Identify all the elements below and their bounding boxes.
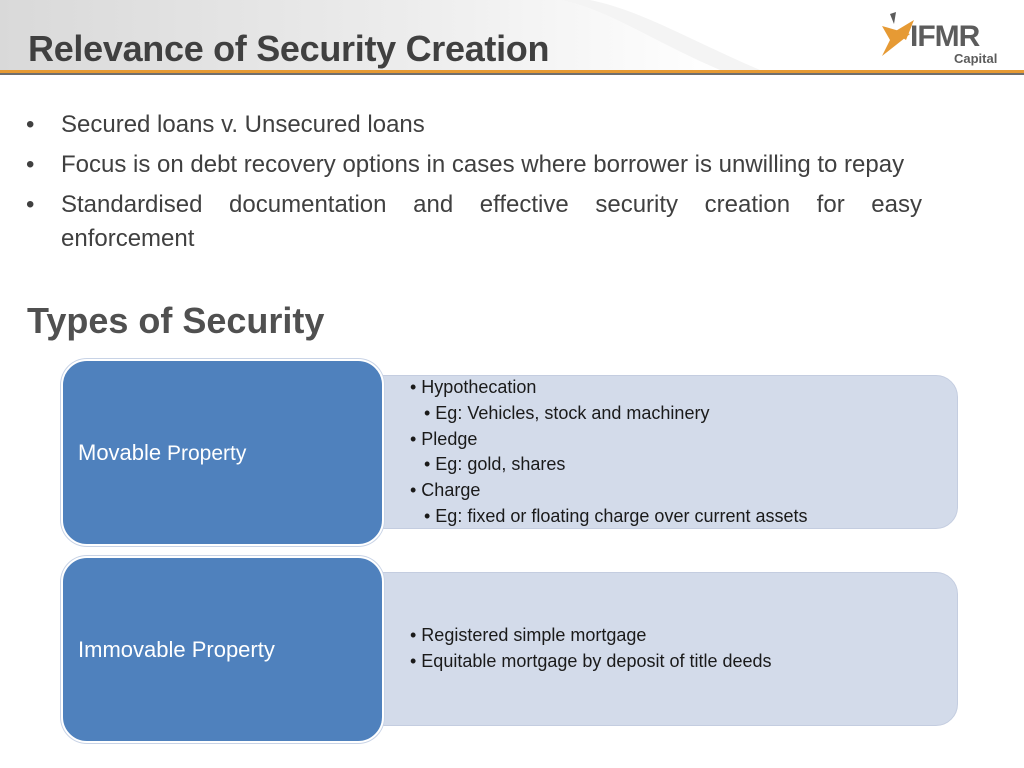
movable-detail-list — [410, 375, 808, 530]
bullet-item: • Focus is on debt recovery options in cases where borrower is unwilling to repay — [22, 148, 922, 182]
detail-subitem: • Eg: fixed or floating charge over current assets — [424, 505, 808, 526]
bullet-item: • Secured loans v. Unsecured loans — [22, 108, 922, 142]
immovable-detail-list — [410, 623, 772, 675]
page-title: Relevance of Security Creation — [28, 28, 550, 69]
immovable-property-box — [61, 556, 384, 743]
ifmr-logo — [876, 8, 1006, 66]
detail-item: • Charge — [410, 480, 481, 501]
logo-subtitle: Capital — [954, 51, 998, 66]
detail-item: • Pledge — [410, 428, 478, 449]
detail-item: • Hypothecation — [410, 377, 537, 397]
detail-subitem: • Eg: gold, shares — [424, 454, 566, 475]
detail-item: • Registered simple mortgage — [410, 625, 647, 645]
bullet-dot: • — [26, 111, 35, 138]
detail-item: • Equitable mortgage by deposit of title deeds — [410, 650, 772, 671]
movable-property-label: Movable Property — [78, 439, 247, 465]
header-rule — [0, 73, 1024, 75]
immovable-property-label: Immovable Property — [78, 636, 275, 662]
movable-property-box — [61, 359, 384, 546]
bullet-dot: • — [26, 191, 35, 218]
intro-bullet-list — [22, 108, 922, 262]
bullet-dot: • — [26, 151, 35, 178]
section-title: Types of Security — [27, 300, 325, 341]
logo-wordmark: IFMR — [910, 20, 980, 53]
bullet-item: • Standardised documentation and effective security creation for easy enforcement — [22, 188, 922, 256]
detail-subitem: • Eg: Vehicles, stock and machinery — [424, 402, 710, 423]
